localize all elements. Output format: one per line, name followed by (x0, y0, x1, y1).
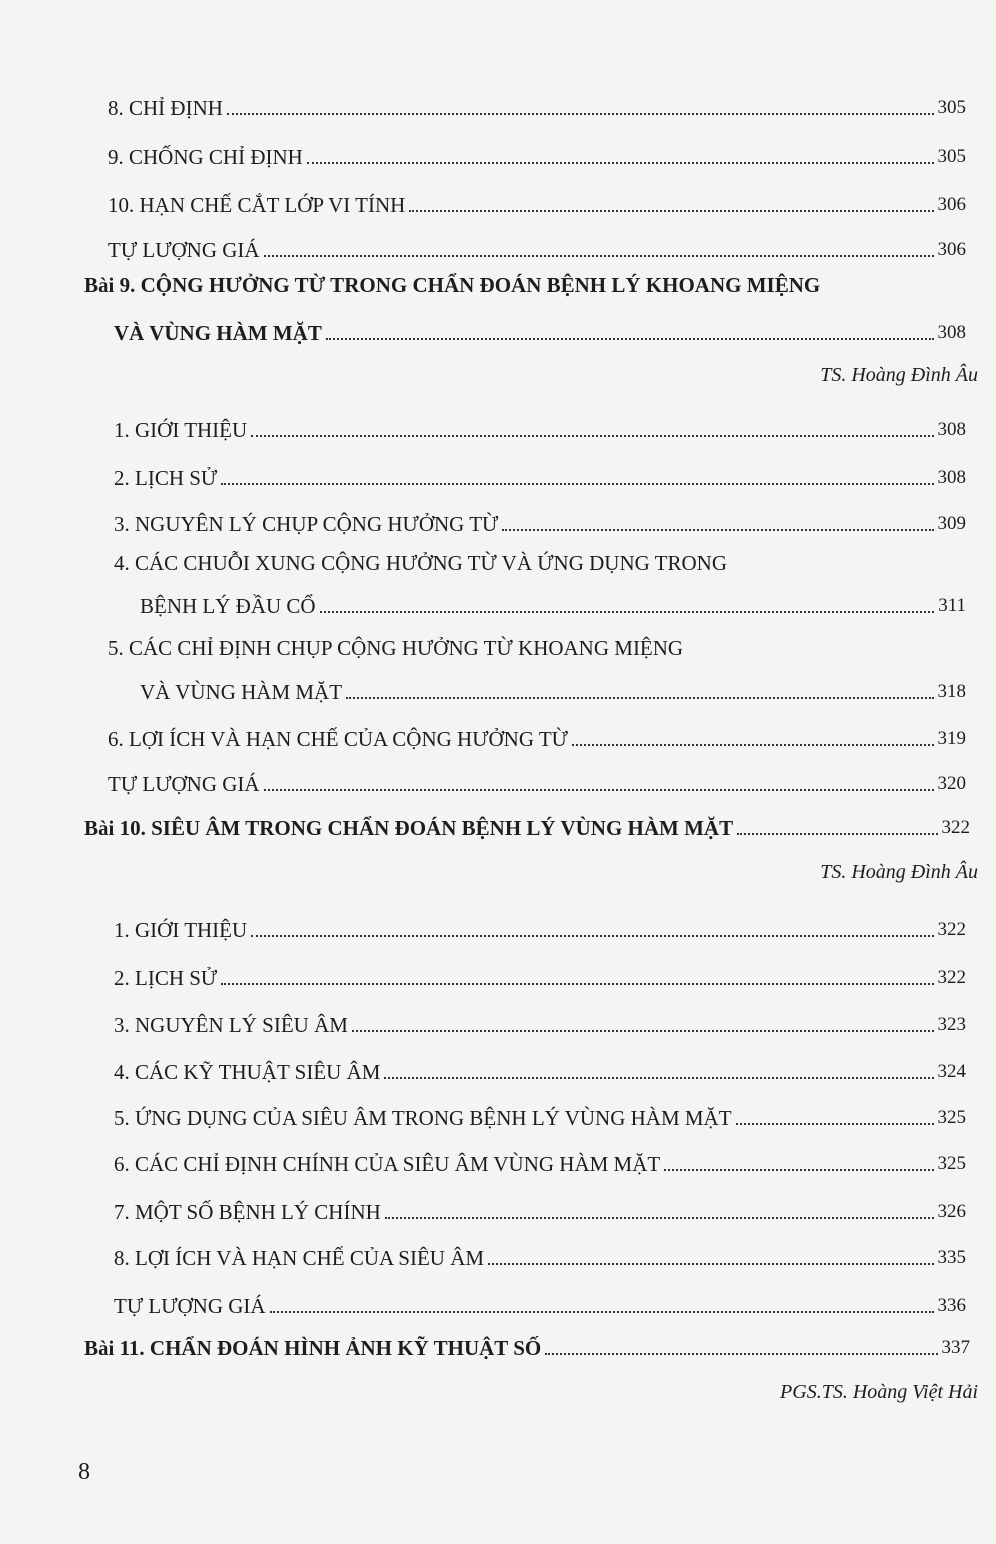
toc-entry-page: 335 (937, 1247, 966, 1268)
lesson-title (84, 1336, 970, 1360)
toc-entry-label: 8. LỢI ÍCH VÀ HẠN CHẾ CỦA SIÊU ÂM (114, 1246, 485, 1270)
toc-entry (114, 1013, 966, 1037)
leader-dots (545, 1353, 937, 1355)
leader-dots (572, 744, 934, 746)
toc-entry-page: 319 (937, 728, 966, 749)
toc-entry-label: 10. HẠN CHẾ CẮT LỚP VI TÍNH (108, 193, 406, 217)
leader-dots (221, 983, 933, 985)
toc-entry-label: 3. NGUYÊN LÝ CHỤP CỘNG HƯỞNG TỪ (114, 512, 499, 536)
lesson-author: PGS.TS. Hoàng Việt Hải (780, 1381, 978, 1403)
leader-dots (736, 1123, 934, 1125)
leader-dots (264, 789, 934, 791)
toc-entry (108, 193, 966, 217)
toc-entry-label: TỰ LƯỢNG GIÁ (108, 772, 260, 796)
leader-dots (307, 162, 934, 164)
toc-entry-label: VÀ VÙNG HÀM MẶT (140, 680, 343, 704)
leader-dots (251, 935, 933, 937)
toc-entry (140, 594, 966, 618)
toc-entry-page: 337 (941, 1337, 970, 1358)
toc-entry-page: 323 (937, 1014, 966, 1035)
toc-entry-first-line (108, 636, 683, 660)
toc-entry-page: 306 (937, 194, 966, 215)
toc-entry-label: 4. CÁC CHUỖI XUNG CỘNG HƯỞNG TỪ VÀ ỨNG DỤNG TRONG (114, 551, 727, 575)
toc-entry (108, 238, 966, 262)
toc-entry-label: 2. LỊCH SỬ (114, 466, 218, 490)
toc-entry (114, 966, 966, 990)
toc-entry-page: 325 (937, 1153, 966, 1174)
toc-entry (114, 1106, 966, 1130)
page-number: 8 (78, 1459, 90, 1485)
toc-entry (140, 680, 966, 704)
toc-entry (108, 96, 966, 120)
toc-entry (114, 1200, 966, 1224)
toc-entry (114, 466, 966, 490)
leader-dots (227, 113, 934, 115)
toc-entry-label: 4. CÁC KỸ THUẬT SIÊU ÂM (114, 1060, 381, 1084)
toc-entry-label: 3. NGUYÊN LÝ SIÊU ÂM (114, 1013, 348, 1037)
toc-entry-page: 309 (937, 513, 966, 534)
leader-dots (346, 697, 933, 699)
toc-entry (114, 918, 966, 942)
leader-dots (385, 1217, 934, 1219)
toc-entry-page: 318 (937, 681, 966, 702)
toc-entry (114, 418, 966, 442)
toc-entry-label: TỰ LƯỢNG GIÁ (108, 238, 260, 262)
toc-entry-page: 336 (937, 1295, 966, 1316)
toc-entry-first-line (114, 551, 727, 575)
toc-entry (114, 1246, 966, 1270)
toc-entry (114, 1152, 966, 1176)
toc-entry (108, 145, 966, 169)
leader-dots (664, 1169, 933, 1171)
leader-dots (264, 255, 934, 257)
toc-entry-label: 7. MỘT SỐ BỆNH LÝ CHÍNH (114, 1200, 381, 1224)
leader-dots (384, 1077, 933, 1079)
toc-entry-label: 5. CÁC CHỈ ĐỊNH CHỤP CỘNG HƯỞNG TỪ KHOANG MIỆNG (108, 636, 684, 660)
toc-entry (114, 1060, 966, 1084)
toc-entry-page: 322 (941, 817, 970, 838)
toc-entry-page: 308 (937, 322, 966, 343)
toc-entry-label: 1. GIỚI THIỆU (114, 918, 248, 942)
lesson-author: TS. Hoàng Đình Âu (820, 861, 978, 883)
leader-dots (320, 611, 935, 613)
toc-entry-label: 5. ỨNG DỤNG CỦA SIÊU ÂM TRONG BỆNH LÝ VÙNG HÀM MẶT (114, 1106, 732, 1130)
lesson-title: Bài 9. CỘNG HƯỞNG TỪ TRONG CHẨN ĐOÁN BỆNH LÝ KHOANG MIỆNG (84, 273, 821, 297)
toc-entry-label: BỆNH LÝ ĐẦU CỔ (140, 594, 316, 618)
toc-entry-page: 306 (937, 239, 966, 260)
toc-entry (108, 772, 966, 796)
toc-entry-page: 305 (937, 146, 966, 167)
toc-entry-page: 305 (937, 97, 966, 118)
leader-dots (502, 529, 933, 531)
leader-dots (251, 435, 933, 437)
toc-entry-label: TỰ LƯỢNG GIÁ (114, 1294, 266, 1318)
toc-entry-page: 308 (937, 419, 966, 440)
toc-entry-page: 324 (937, 1061, 966, 1082)
lesson-title-continued (114, 321, 966, 345)
lesson-title (84, 816, 970, 840)
toc-entry-label: Bài 10. SIÊU ÂM TRONG CHẨN ĐOÁN BỆNH LÝ VÙNG HÀM MẶT (84, 816, 734, 840)
lesson-author: TS. Hoàng Đình Âu (820, 364, 978, 386)
leader-dots (409, 210, 933, 212)
toc-entry-page: 308 (937, 467, 966, 488)
leader-dots (488, 1263, 933, 1265)
toc-entry-page: 326 (937, 1201, 966, 1222)
toc-entry (114, 1294, 966, 1318)
leader-dots (737, 833, 937, 835)
leader-dots (270, 1311, 934, 1313)
leader-dots (221, 483, 933, 485)
toc-entry-page: 320 (937, 773, 966, 794)
toc-entry-page: 322 (937, 919, 966, 940)
leader-dots (326, 338, 934, 340)
toc-entry-page: 311 (938, 595, 966, 616)
toc-entry-page: 325 (937, 1107, 966, 1128)
toc-entry-label: 6. CÁC CHỈ ĐỊNH CHÍNH CỦA SIÊU ÂM VÙNG HÀM MẶT (114, 1152, 661, 1176)
toc-entry (108, 727, 966, 751)
toc-entry-label: 9. CHỐNG CHỈ ĐỊNH (108, 145, 303, 169)
toc-entry-label: 2. LỊCH SỬ (114, 966, 218, 990)
toc-entry-label: 8. CHỈ ĐỊNH (108, 96, 223, 120)
toc-entry (114, 512, 966, 536)
toc-entry-label: 6. LỢI ÍCH VÀ HẠN CHẾ CỦA CỘNG HƯỞNG TỪ (108, 727, 568, 751)
leader-dots (352, 1030, 934, 1032)
toc-entry-page: 322 (937, 967, 966, 988)
toc-entry-label: Bài 11. CHẨN ĐOÁN HÌNH ẢNH KỸ THUẬT SỐ (84, 1336, 542, 1360)
toc-entry-label: 1. GIỚI THIỆU (114, 418, 248, 442)
toc-entry-label: VÀ VÙNG HÀM MẶT (114, 321, 322, 345)
